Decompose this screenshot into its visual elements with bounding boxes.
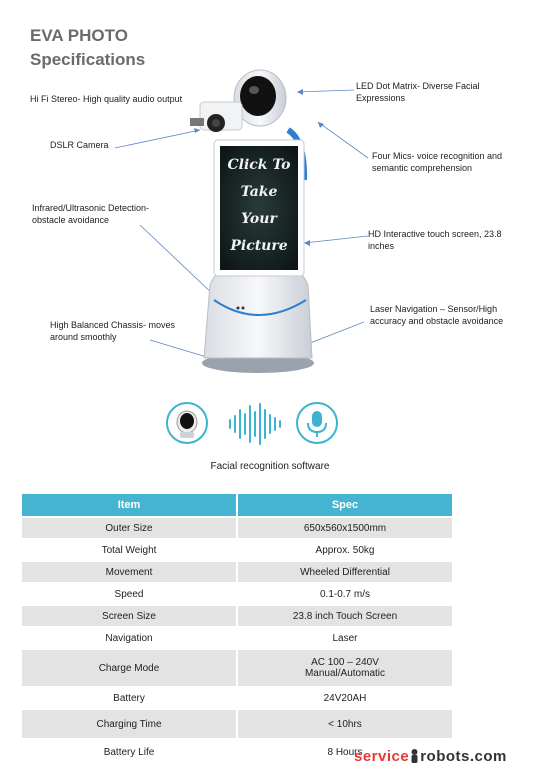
page-subtitle: Specifications xyxy=(30,50,146,69)
table-row: Charge Mode AC 100 – 240V Manual/Automatic xyxy=(22,650,452,686)
table-row: Battery 24V20AH xyxy=(113,692,367,704)
sound-wave-icon xyxy=(228,402,284,446)
page-title: EVA PHOTO xyxy=(30,26,128,45)
robot-face-icon xyxy=(166,402,208,444)
logo-robot-icon xyxy=(410,749,419,763)
table-row: Speed 0.1-0.7 m/s xyxy=(114,588,371,600)
callout-hifi: Hi Fi Stereo- High quality audio output xyxy=(30,94,183,104)
callout-led: LED Dot Matrix- Diverse Facial Expressions xyxy=(356,81,480,103)
logo-text-left: service xyxy=(354,748,410,765)
microphone-icon xyxy=(296,402,338,444)
logo-text-right: robots.com xyxy=(420,748,507,765)
table-row: Total Weight Approx. 50kg xyxy=(101,544,375,556)
callout-laser: Laser Navigation – Sensor/High accuracy and obstacle avoidance xyxy=(370,304,504,326)
screen-line-2: Take xyxy=(240,184,278,200)
table-row: Movement Wheeled Differential xyxy=(22,562,452,582)
table-row: Screen Size 23.8 inch Touch Screen xyxy=(22,606,452,626)
robot-illustration xyxy=(180,60,320,380)
callout-infrared: Infrared/Ultrasonic Detection- obstacle avoidance xyxy=(32,203,150,225)
screen-line-3: Your xyxy=(241,211,277,227)
icon-caption: Facial recognition software xyxy=(210,461,330,472)
table-row: Battery Life 8 Hours xyxy=(103,746,363,758)
table-row: Navigation Laser xyxy=(105,632,358,644)
header-spec: Spec xyxy=(238,494,452,516)
header-item: Item xyxy=(22,494,236,516)
screen-line-4: Picture xyxy=(230,238,288,254)
callout-chassis: High Balanced Chassis- moves around smoothly xyxy=(50,320,176,342)
table-row: Charging Time < 10hrs xyxy=(22,710,452,738)
table-row: Outer Size 650x560x1500mm xyxy=(22,518,452,538)
callout-touch: HD Interactive touch screen, 23.8 inches xyxy=(368,229,502,251)
servicerobots-logo xyxy=(354,748,507,765)
screen-line-1: Click To xyxy=(227,157,291,173)
callout-mics: Four Mics- voice recognition and semantic comprehension xyxy=(372,151,503,173)
callout-dslr: DSLR Camera xyxy=(50,140,109,150)
spec-table xyxy=(20,492,454,766)
